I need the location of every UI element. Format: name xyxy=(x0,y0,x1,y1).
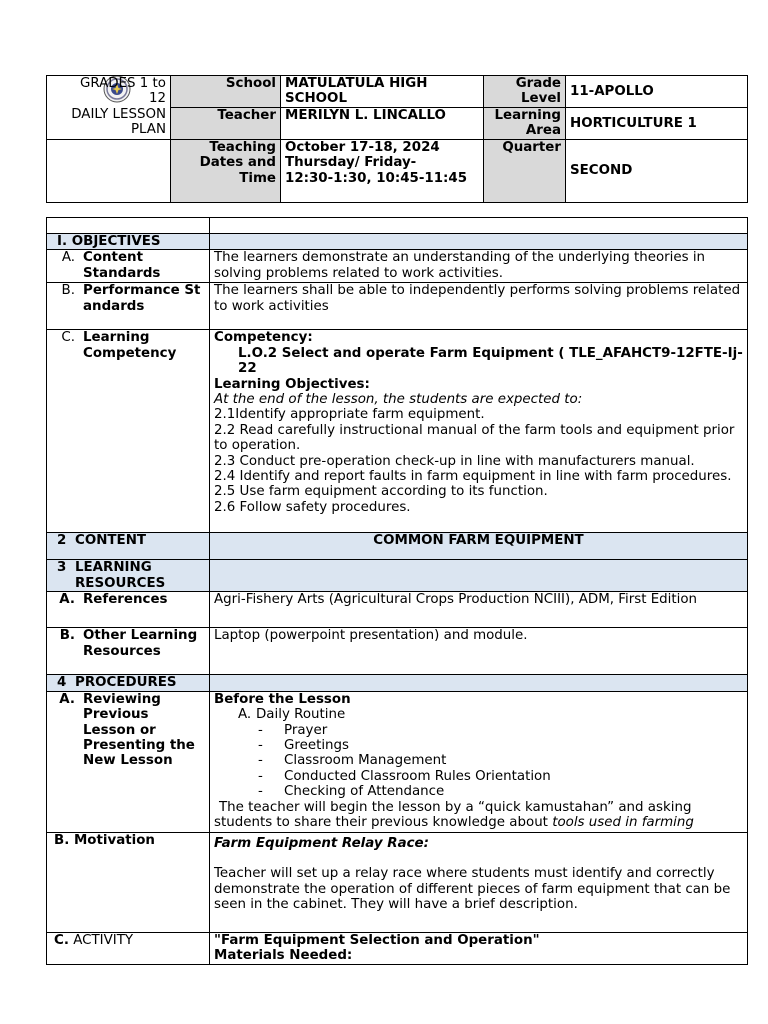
objectives-heading: I. OBJECTIVES xyxy=(47,234,210,250)
routine-item: - Classroom Management xyxy=(258,753,447,769)
review-text: The teacher will begin the lesson by a “quick kamustahan” and asking students to share their previous knowledge about xyxy=(214,799,692,831)
competency-heading: Competency: xyxy=(214,330,313,346)
dates-value xyxy=(281,139,484,202)
materials-heading: Materials Needed: xyxy=(214,948,353,964)
procedures-label: PROCEDURES xyxy=(75,675,177,691)
reviewing-lesson-letter: A. xyxy=(59,691,75,707)
references-letter: A. xyxy=(59,592,75,608)
learning-competency-label xyxy=(47,330,210,533)
activity-letter: C. xyxy=(54,932,69,948)
motivation-value xyxy=(210,832,748,932)
other-resources-letter: B. xyxy=(59,628,75,644)
routine-item: - Greetings xyxy=(258,738,349,754)
content-heading xyxy=(47,533,210,560)
content-standards-text: Content Standards xyxy=(83,250,161,281)
blank-cell-right xyxy=(210,218,748,234)
grade-level-label: Grade Level xyxy=(484,76,566,108)
motivation-text: Teacher will set up a relay race where students must identify and correctly demonstrate the operation of different pieces of farm equipment that can be seen in the cabinet. They will have a brief description. xyxy=(214,866,731,913)
learning-resources-label: LEARNING RESOURCES xyxy=(75,560,166,591)
references-label xyxy=(47,592,210,628)
plan-title-line1: DAILY LESSON xyxy=(71,106,166,122)
daily-routine-item xyxy=(214,707,743,722)
activity-value xyxy=(210,932,748,964)
content-standards-label xyxy=(47,250,210,283)
content-value: COMMON FARM EQUIPMENT xyxy=(210,533,748,560)
learning-objective-item: 2.1Identify appropriate farm equipment. xyxy=(214,407,485,423)
header-blank-cell xyxy=(47,139,171,202)
routine-item-text: Greetings xyxy=(284,738,349,754)
activity-label xyxy=(47,932,210,964)
procedures-heading xyxy=(47,675,210,691)
references-text: References xyxy=(83,592,168,608)
competency-text: L.O.2 Select and operate Farm Equipment ( TLE_AFAHCT9-12FTE-Ij-22 xyxy=(238,345,743,377)
teacher-value: MERILYN L. LINCALLO xyxy=(281,108,484,140)
dates-line1: October 17-18, 2024 xyxy=(285,139,440,155)
procedures-number: 4 xyxy=(57,675,67,691)
school-value: MATULATULA HIGH SCHOOL xyxy=(281,76,484,108)
learning-objective-item: 2.6 Follow safety procedures. xyxy=(214,499,411,515)
before-lesson-heading: Before the Lesson xyxy=(214,691,351,707)
blank-cell-left xyxy=(47,218,210,234)
motivation-label: B. Motivation xyxy=(47,832,210,932)
learning-area-label: Learning Area xyxy=(484,108,566,140)
routine-item-text: Conducted Classroom Rules Orientation xyxy=(284,768,551,784)
procedures-blank xyxy=(210,675,748,691)
learning-area-value: HORTICULTURE 1 xyxy=(566,108,748,140)
routine-item-text: Checking of Attendance xyxy=(284,784,445,800)
reviewing-lesson-label xyxy=(47,691,210,832)
objectives-heading-blank xyxy=(210,234,748,250)
dates-line2: Thursday/ Friday- xyxy=(285,155,417,171)
other-resources-text: Other Learning Resources xyxy=(83,628,198,659)
daily-routine-label: Daily Routine xyxy=(256,707,346,723)
motivation-heading: Farm Equipment Relay Race: xyxy=(214,835,429,851)
content-number: 2 xyxy=(57,533,67,549)
performance-standards-text: Performance Standards xyxy=(83,283,201,314)
learning-objective-item: 2.4 Identify and report faults in farm equipment in line with farm procedures. xyxy=(214,469,732,485)
quarter-value: SECOND xyxy=(566,139,748,202)
grade-range-line1: GRADES 1 to xyxy=(79,76,166,91)
lesson-table xyxy=(46,217,748,965)
grade-range-cell xyxy=(47,76,171,140)
routine-item: - Conducted Classroom Rules Orientation xyxy=(258,768,551,784)
activity-text: ACTIVITY xyxy=(73,932,134,948)
school-label: School xyxy=(171,76,281,108)
reviewing-lesson-text: Reviewing Previous Lesson or Presenting the New Lesson xyxy=(83,691,195,769)
routine-item: - Prayer xyxy=(258,722,328,738)
learning-objectives-heading: Learning Objectives: xyxy=(214,376,370,392)
references-value: Agri-Fishery Arts (Agricultural Crops Production NCIII), ADM, First Edition xyxy=(210,592,748,628)
plan-title-line2: PLAN xyxy=(130,122,166,138)
dates-line3: 12:30-1:30, 10:45-11:45 xyxy=(285,170,468,186)
learning-resources-heading xyxy=(47,560,210,592)
header-table xyxy=(46,75,748,203)
teacher-label: Teacher xyxy=(171,108,281,140)
performance-standards-value: The learners shall be able to independently performs solving problems related to work activities xyxy=(210,283,748,330)
content-label: CONTENT xyxy=(75,533,147,549)
grade-range-line2: 12 xyxy=(148,91,166,107)
quarter-label: Quarter xyxy=(484,139,566,202)
learning-objectives-intro: At the end of the lesson, the students are expected to: xyxy=(214,392,583,408)
performance-standards-letter: B. xyxy=(61,283,75,299)
routine-item-text: Classroom Management xyxy=(284,753,447,769)
learning-objective-item: 2.3 Conduct pre-operation check-up in line with manufacturers manual. xyxy=(214,453,695,469)
learning-objective-item: 2.5 Use farm equipment according to its function. xyxy=(214,484,548,500)
review-paragraph xyxy=(214,800,743,831)
learning-competency-letter: C. xyxy=(61,330,75,346)
routine-item: - Checking of Attendance xyxy=(258,784,445,800)
learning-objective-item: 2.2 Read carefully instructional manual of the farm tools and equipment prior to operation. xyxy=(214,422,735,454)
other-resources-value: Laptop (powerpoint presentation) and module. xyxy=(210,628,748,675)
performance-standards-label xyxy=(47,283,210,330)
reviewing-lesson-value xyxy=(210,691,748,832)
learning-competency-value xyxy=(210,330,748,533)
review-italic: tools used in farming xyxy=(552,815,694,831)
routine-item-text: Prayer xyxy=(284,722,328,738)
content-standards-letter: A. xyxy=(61,250,75,266)
grade-level-value: 11-APOLLO xyxy=(566,76,748,108)
other-resources-label xyxy=(47,628,210,675)
dates-label: Teaching Dates and Time xyxy=(171,139,281,202)
content-standards-value: The learners demonstrate an understanding of the underlying theories in solving problems related to work activities. xyxy=(210,250,748,283)
learning-resources-blank xyxy=(210,560,748,592)
learning-resources-number: 3 xyxy=(57,560,67,576)
daily-routine-letter: A. xyxy=(238,707,252,723)
activity-heading: "Farm Equipment Selection and Operation" xyxy=(214,932,540,948)
learning-competency-text: Learning Competency xyxy=(83,330,177,361)
